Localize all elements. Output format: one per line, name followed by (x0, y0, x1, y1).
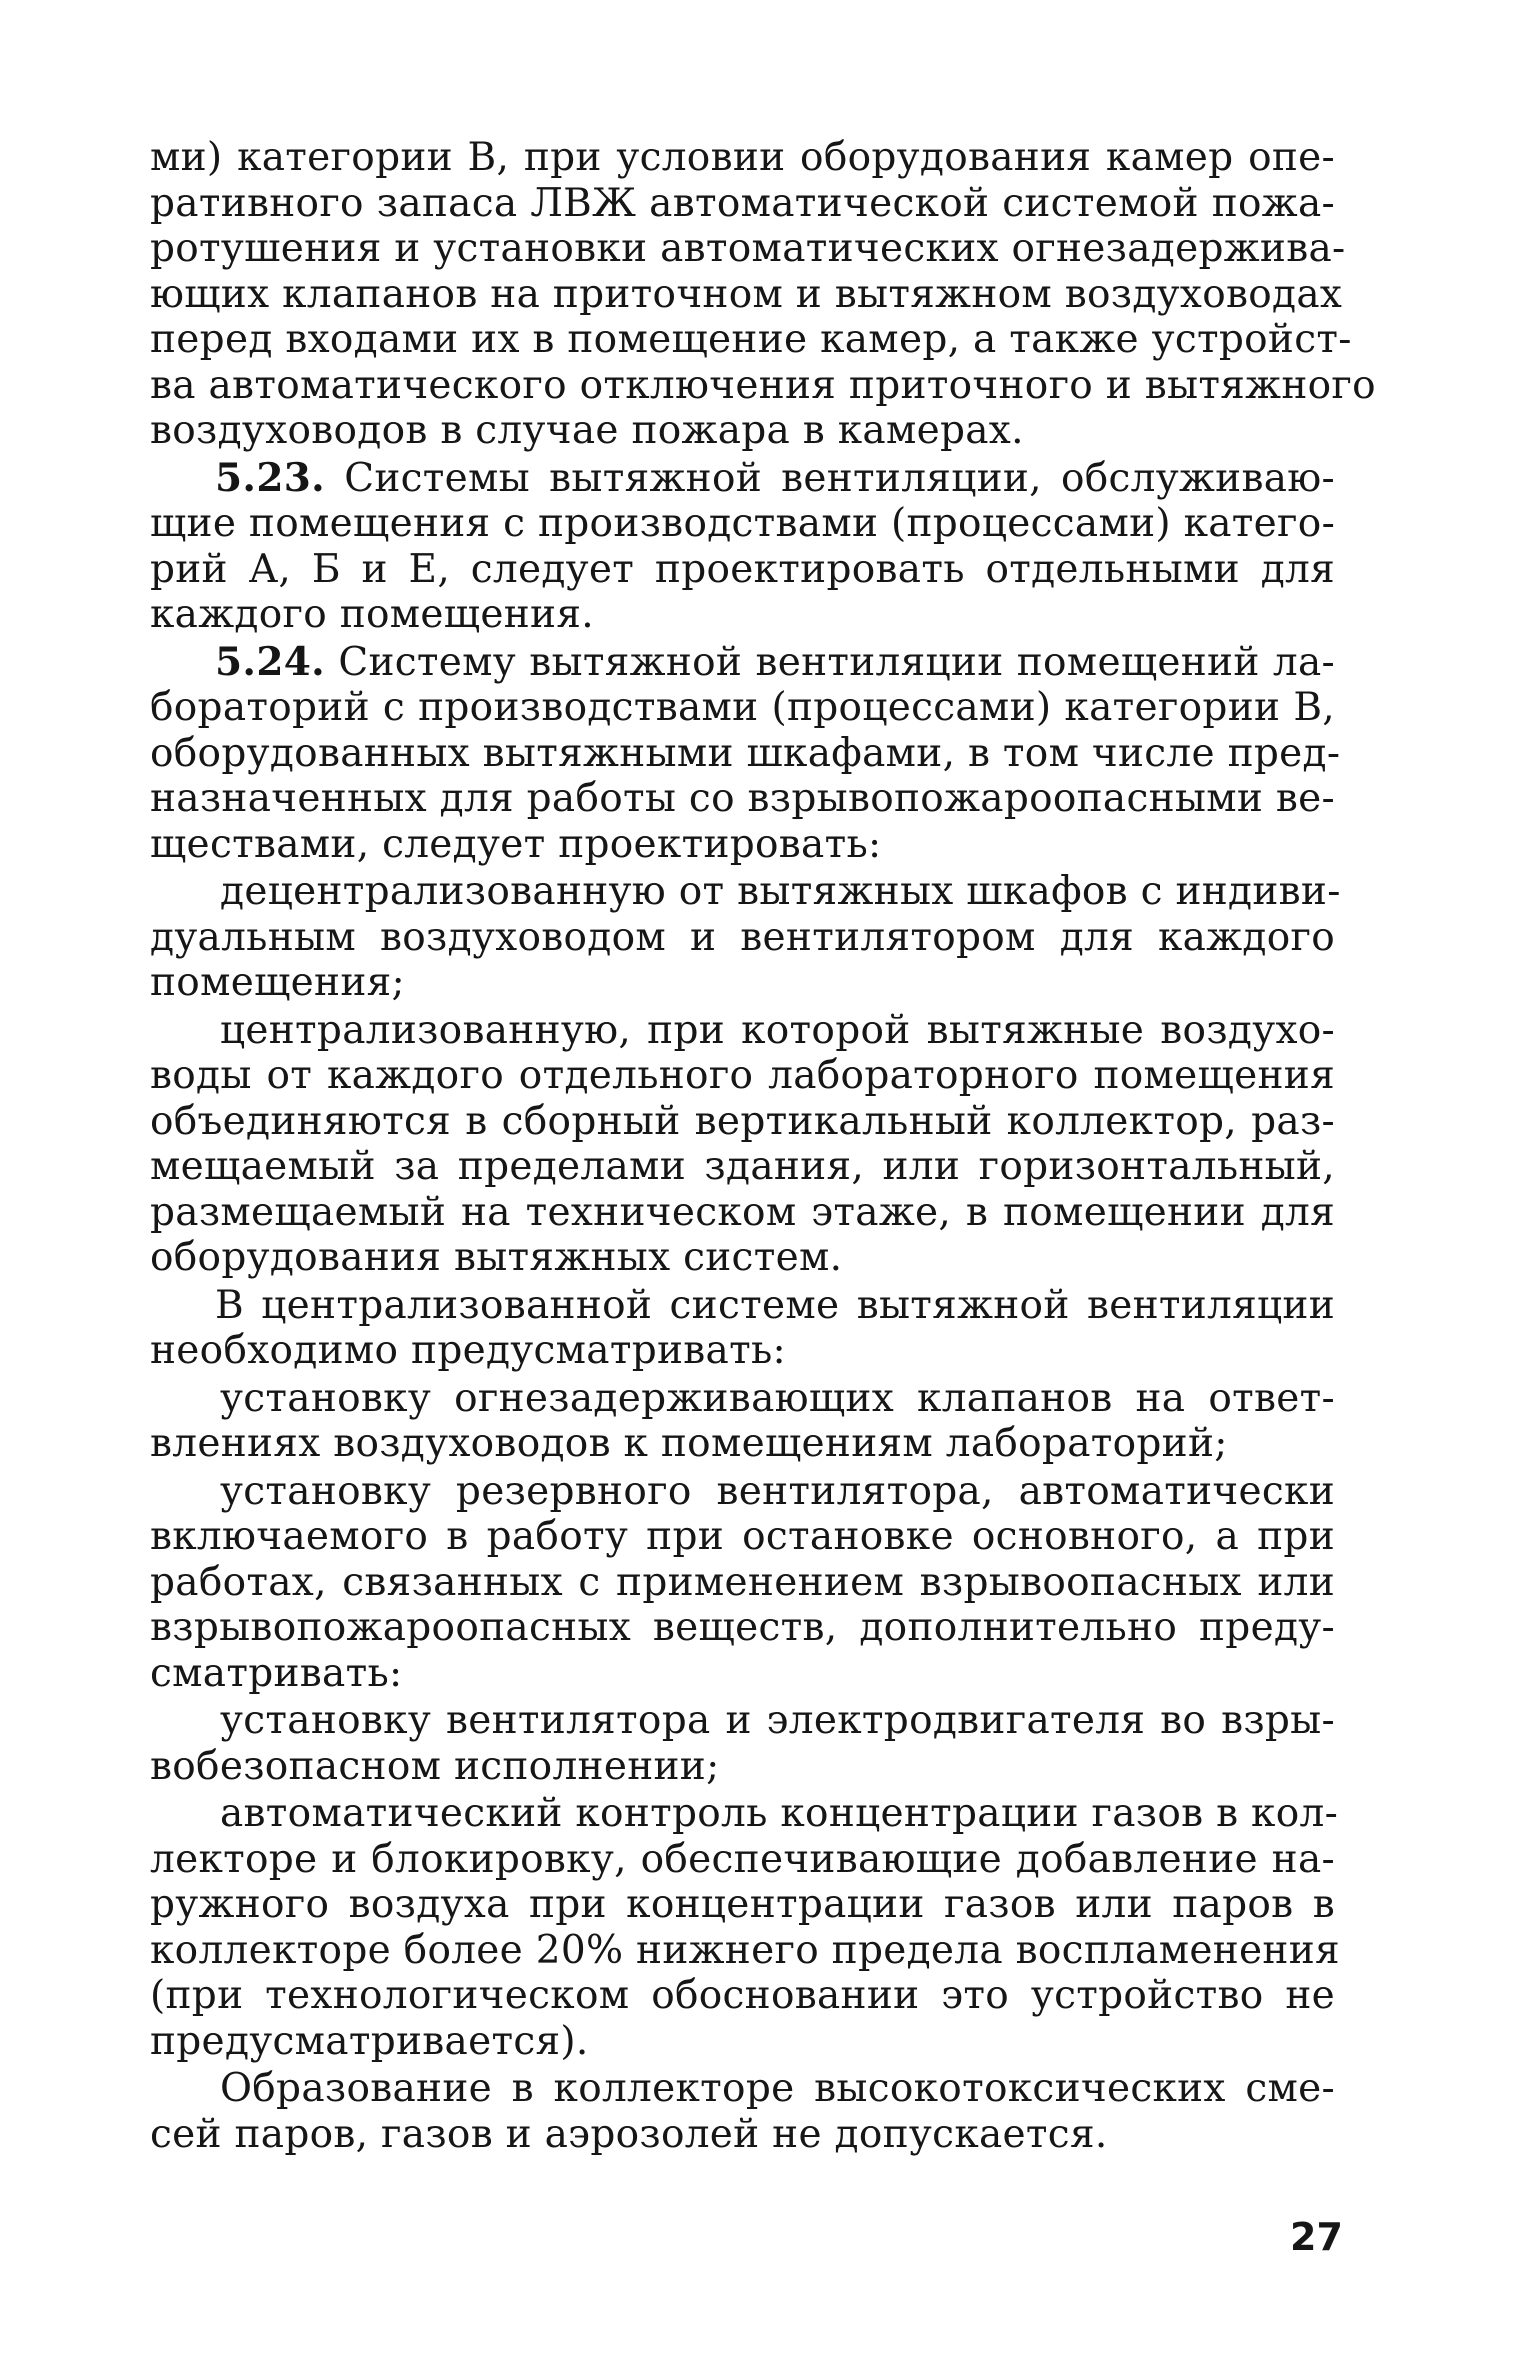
text-line: дуальным воздуховодом и вентилятором для каждого (150, 914, 1335, 960)
clause-number: 5.24. (215, 638, 326, 685)
text-line: ми) категории В, при условии оборудования камер опе- (150, 135, 1335, 180)
text-line: сматривать: (150, 1650, 403, 1696)
text-line: установку вентилятора и электродвигателя во взры- (220, 1698, 1335, 1743)
text-line: перед входами их в помещение камер, а также устройст- (150, 317, 1352, 362)
paragraph-explosion-proof (150, 1698, 1335, 1789)
text-line (150, 456, 1335, 502)
document-page (150, 135, 1376, 2157)
text-line: децентрализованную от вытяжных шкафов с индиви- (220, 869, 1341, 914)
text-line: воздуховодов в случае пожара в камерах. (150, 408, 1024, 453)
text-line: каждого помещения. (150, 592, 594, 637)
text-line: лекторе и блокировку, обеспечивающие добавление на- (150, 1836, 1335, 1882)
text-line: ружного воздуха при концентрации газов или паров в (150, 1882, 1335, 1927)
paragraph-fire-valves (150, 1376, 1335, 1467)
paragraph-reserve-fan (150, 1469, 1335, 1697)
text-line: мещаемый за пределами здания, или горизонтальный, (150, 1144, 1335, 1189)
text-line: щие помещения с производствами (процессами) катего- (150, 501, 1336, 546)
text-line: ротушения и установки автоматических огнезадержива- (150, 226, 1346, 271)
text-line: (при технологическом обосновании это устройство не (150, 1973, 1335, 2018)
clause-number: 5.23. (215, 454, 326, 501)
text-line: оборудования вытяжных систем. (150, 1235, 843, 1280)
text-line: назначенных для работы со взрывопожароопасными ве- (150, 776, 1335, 821)
paragraph-centralized (150, 1008, 1335, 1281)
text-line: влениях воздуховодов к помещениям лабораторий; (150, 1421, 1228, 1466)
paragraph-requirements (150, 1283, 1335, 1374)
text-fragment: Системы вытяжной вентиляции, обслуживаю- (344, 455, 1335, 501)
paragraph-toxic-mixtures (150, 2066, 1335, 2157)
text-line: коллекторе более 20% нижнего предела воспламенения (150, 1927, 1340, 1973)
text-line: ративного запаса ЛВЖ автоматической системой пожа- (150, 180, 1335, 226)
text-line: вобезопасном исполнении; (150, 1743, 720, 1789)
text-line: централизованную, при которой вытяжные воздухо- (220, 1007, 1335, 1053)
paragraph-decentralized (150, 869, 1341, 1006)
text-line: включаемого в работу при остановке основного, а при (150, 1514, 1335, 1559)
text-line: установку огнезадерживающих клапанов на ответ- (220, 1375, 1335, 1421)
text-line: ющих клапанов на приточном и вытяжном воздуховодах (150, 271, 1343, 317)
text-line: воды от каждого отдельного лабораторного помещения (150, 1053, 1335, 1098)
text-line: размещаемый на техническом этаже, в помещении для (150, 1189, 1335, 1235)
text-line: бораторий с производствами (процессами) категории В, (150, 685, 1335, 730)
text-line: сей паров, газов и аэрозолей не допускается. (150, 2111, 1108, 2157)
text-line: объединяются в сборный вертикальный коллектор, раз- (150, 1098, 1335, 1144)
paragraph-gas-control (150, 1791, 1340, 2064)
text-line: рий А, Б и Е, следует проектировать отдельными для (150, 546, 1335, 592)
text-line: ва автоматического отключения приточного и вытяжного (150, 362, 1376, 408)
text-line: ществами, следует проектировать: (150, 821, 882, 867)
text-line: работах, связанных с применением взрывоопасных или (150, 1559, 1335, 1605)
text-line: оборудованных вытяжными шкафами, в том числе пред- (150, 730, 1341, 776)
text-line: установку резервного вентилятора, автоматически (220, 1468, 1335, 1514)
paragraph-5-23 (150, 456, 1335, 638)
text-line: взрывопожароопасных веществ, дополнительно преду- (150, 1605, 1335, 1650)
text-line: необходимо предусматривать: (150, 1328, 786, 1373)
page-number: 27 (1290, 2215, 1343, 2259)
text-line: автоматический контроль концентрации газов в кол- (220, 1791, 1339, 1836)
text-line: Образование в коллекторе высокотоксических сме- (220, 2066, 1335, 2111)
text-line (150, 640, 1335, 686)
text-line: В централизованной системе вытяжной вентиляции (215, 1282, 1335, 1328)
paragraph-5-24 (150, 638, 1341, 868)
text-line: предусматривается). (150, 2018, 589, 2064)
paragraph-continued (150, 135, 1376, 454)
text-line: помещения; (150, 960, 405, 1005)
text-fragment: Систему вытяжной вентиляции помещений ла- (338, 639, 1335, 685)
